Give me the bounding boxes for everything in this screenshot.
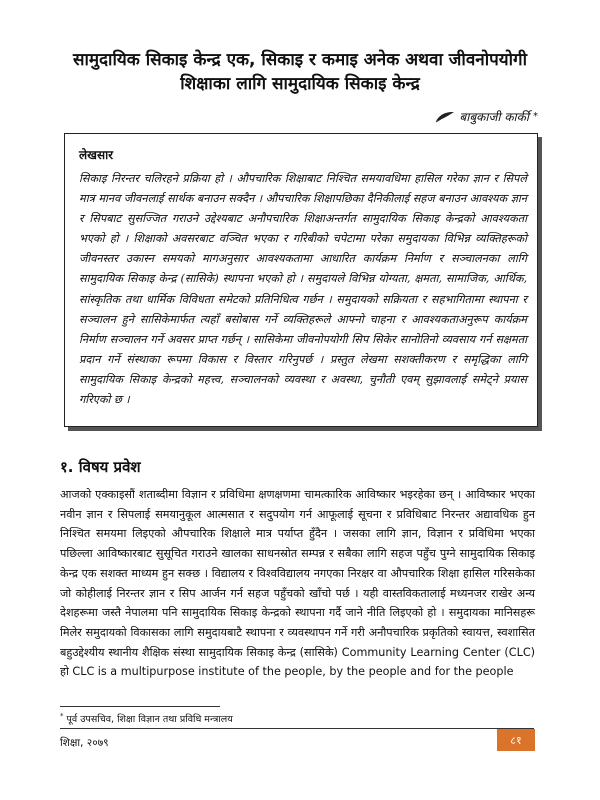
title-line-1: सामुदायिक सिकाइ केन्द्र एक, सिकाइ र कमाइ अनेक अथवा जीवनोपयोगी	[72, 50, 528, 70]
abstract-box	[64, 133, 538, 427]
author-byline	[435, 108, 538, 125]
footer-divider	[60, 728, 534, 729]
abstract-heading: लेखसार	[79, 148, 114, 162]
section-body-text: आजको एक्काइसौं शताब्दीमा विज्ञान र प्रविधिमा क्षणक्षणमा चामत्कारिक आविष्कार भइरहेका छन् । आविष्कार भएका नवीन ज्ञान र सिपलाई समयानुकूल आत्मसात र सदुपयोग गर्न आफूलाई सूचना र प्रविधिबाट निरन्तर अद्यावधिक हुन निश्चित समयमा लिइएको औपचारिक शिक्षाले मात्र पर्याप्त हुँदैन । जसका लागि ज्ञान, विज्ञान र प्रविधिमा भएका पछिल्ला आविष्कारबाट सुसूचित गराउने खालका साधनस्रोत सम्पन्न र सबैका लागि सहज पहुँच पुग्ने सामुदायिक सिकाइ केन्द्र एक सशक्त माध्यम हुन सक्छ । विद्यालय र विश्वविद्यालय नगएका निरक्षर वा औपचारिक शिक्षा हासिल गरिसकेका जो कोहीलाई निरन्तर ज्ञान र सिप आर्जन गर्न सहज पहुँचको खाँचो पर्छ । यही वास्तविकतालाई मध्यनजर राखेर अन्य देशहरूमा जस्तै नेपालमा पनि सामुदायिक सिकाइ केन्द्रको स्थापना गर्दै जाने नीति लिइएको हो । समुदायका मानिसहरू मिलेर समुदायको विकासका लागि समुदायबाटै स्थापना र व्यवस्थापन गर्ने गरी अनौपचारिक प्रकृतिको स्वायत्त, स्वशासित बहुउद्देश्यीय स्थानीय शैक्षिक संस्था सामुदायिक सिकाइ केन्द्र (सासिके) Community Learning Center (CLC) हो CLC is a multipurpose institute of the people, by the people and for the people	[60, 488, 535, 679]
section-heading: १. विषय प्रवेश	[60, 458, 141, 476]
journal-name: शिक्षा, २०७९	[60, 737, 109, 749]
abstract-text: सिकाइ निरन्तर चलिरहने प्रक्रिया हो । औपचारिक शिक्षाबाट निश्चित समयावधिमा हासिल गरेका ज्ञान र सिपले मात्र मानव जीवनलाई सार्थक बनाउन सक्दैन । औपचारिक शिक्षापछिका दैनिकीलाई सहज बनाउन आवश्यक ज्ञान र सिपबाट सुसज्जित गराउने उद्देश्यबाट अनौपचारिक शिक्षाअन्तर्गत सामुदायिक सिकाइ केन्द्रको आवश्यकता भएको हो । शिक्षाको अवसरबाट वञ्चित भएका र गरिबीको चपेटामा परेका समुदायका विभिन्न व्यक्तिहरूको जीवनस्तर उकास्न समयको मागअनुसार आवश्यकतामा आधारित कार्यक्रम निर्माण र सञ्चालनका लागि सामुदायिक सिकाइ केन्द्र (सासिके) स्थापना भएको हो । समुदायले विभिन्न योग्यता, क्षमता, सामाजिक, आर्थिक, सांस्कृतिक तथा धार्मिक विविधता समेटको प्रतिनिधित्व गर्छन । समुदायको सक्रियता र सहभागितामा स्थापना र सञ्चालन हुने सासिकेमार्फत त्यहाँ बसोबास गर्ने व्यक्तिहरूले आफ्नो चाहना र आवश्यकताअनुरूप कार्यक्रम निर्माण सञ्चालन गर्ने अवसर प्राप्त गर्छन् । सासिकेमा जीवनोपयोगी सिप सिकेर सानोतिनो व्यवसाय गर्न सक्षमता प्रदान गर्ने संस्थाका रूपमा विकास र विस्तार गरिनुपर्छ । प्रस्तुत लेखमा सशक्तीकरण र समृद्धिका लागि सामुदायिक सिकाइ केन्द्रको महत्त्व, सञ्चालनको व्यवस्था र अवस्था, चुनौती एवम् सुझावलाई समेट्ने प्रयास गरिएको छ ।	[79, 172, 527, 407]
title-line-2: शिक्षाका लागि सामुदायिक सिकाइ केन्द्र	[180, 74, 420, 94]
footnote-mark: *	[60, 712, 64, 720]
article-title	[40, 48, 560, 96]
quill-pen-icon	[435, 111, 455, 123]
author-name: बाबुकाजी कार्की	[459, 110, 529, 124]
author-footnote-mark: *	[533, 111, 538, 122]
page-number: ८१	[497, 729, 535, 751]
footnote-divider	[60, 706, 220, 707]
footnote	[60, 712, 233, 725]
footnote-text: पूर्व उपसचिव, शिक्षा विज्ञान तथा प्रविधि मन्त्रालय	[66, 714, 233, 726]
